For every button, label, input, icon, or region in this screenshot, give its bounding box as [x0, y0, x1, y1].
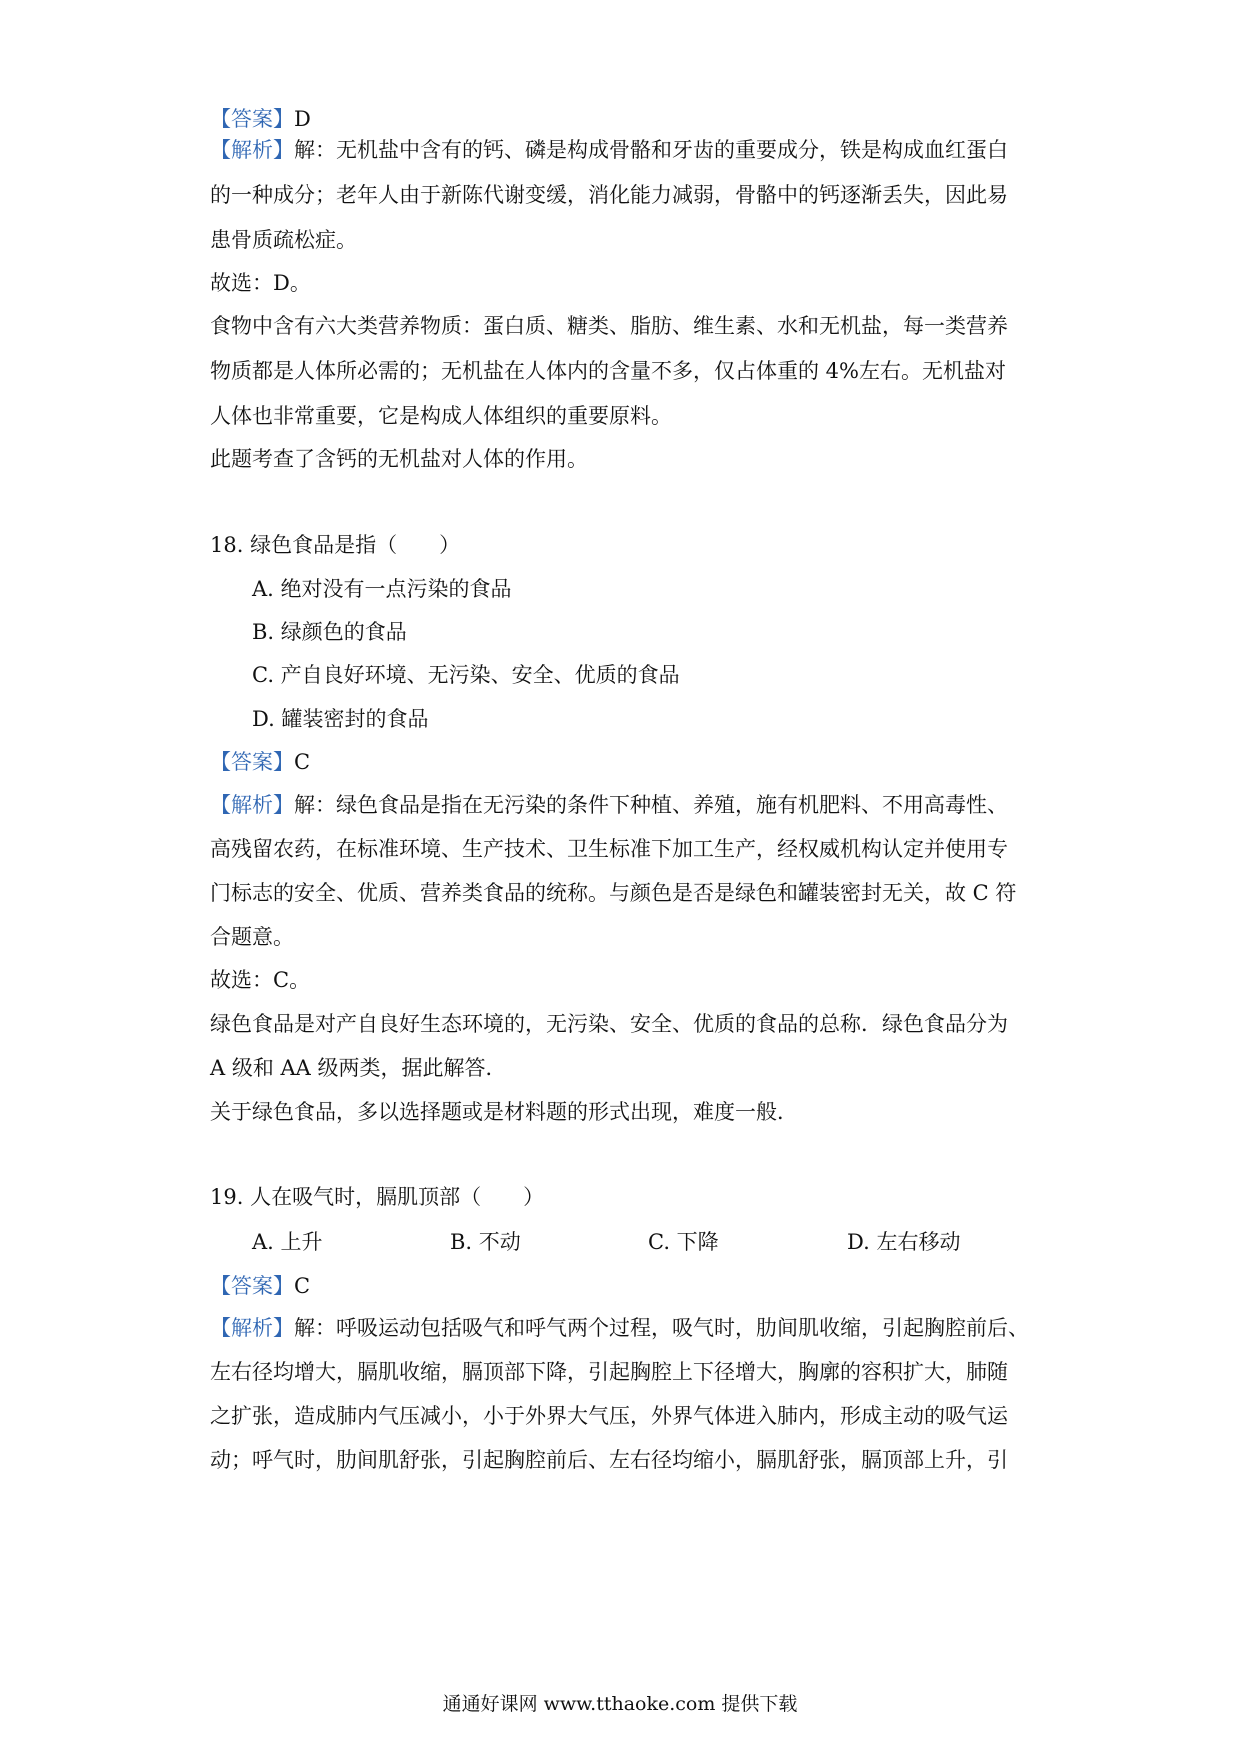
answer-tag: 【答案】 — [210, 1274, 294, 1298]
analysis-line: 高残留农药，在标准环境、生产技术、卫生标准下加工生产，经权威机构认定并使用专 — [210, 837, 1008, 861]
note-line: 物质都是人体所必需的；无机盐在人体内的含量不多，仅占体重的 4%左右。无机盐对 — [210, 359, 1006, 383]
analysis-tag: 【解析】 — [210, 1316, 294, 1340]
question-stem: 19. 人在吸气时，膈肌顶部（ ） — [210, 1185, 545, 1209]
choose-line: 故选：C。 — [210, 968, 311, 992]
note-line: A 级和 AA 级两类，据此解答． — [210, 1056, 507, 1080]
analysis-text: 解：呼吸运动包括吸气和呼气两个过程，吸气时，肋间肌收缩，引起胸腔前后、 — [294, 1316, 1029, 1340]
analysis-line — [210, 135, 1040, 165]
note-line: 关于绿色食品，多以选择题或是材料题的形式出现，难度一般． — [210, 1100, 798, 1124]
answer-value: C — [294, 750, 311, 774]
page-footer: 通通好课网 www.tthaoke.com 提供下载 — [442, 1693, 798, 1715]
answer-tag: 【答案】 — [210, 750, 294, 774]
answer-line — [210, 1271, 1040, 1301]
answer-value: D — [294, 107, 311, 131]
option-a: A. 绝对没有一点污染的食品 — [252, 577, 512, 601]
analysis-line: 患骨质疏松症。 — [210, 228, 357, 252]
analysis-line: 的一种成分；老年人由于新陈代谢变缓，消化能力减弱，骨骼中的钙逐渐丢失，因此易 — [210, 183, 1008, 207]
analysis-line: 合题意。 — [210, 925, 294, 949]
note-line: 此题考查了含钙的无机盐对人体的作用。 — [210, 447, 588, 471]
analysis-line: 动；呼气时，肋间肌舒张，引起胸腔前后、左右径均缩小，膈肌舒张，膈顶部上升，引 — [210, 1448, 1008, 1472]
analysis-line — [210, 1313, 1040, 1343]
choose-line: 故选：D。 — [210, 271, 311, 295]
note-line: 人体也非常重要，它是构成人体组织的重要原料。 — [210, 404, 672, 428]
answer-line — [210, 747, 1040, 777]
note-line: 绿色食品是对产自良好生态环境的，无污染、安全、优质的食品的总称．绿色食品分为 — [210, 1012, 1008, 1036]
answer-tag: 【答案】 — [210, 107, 294, 131]
option-a: A. 上升 — [252, 1230, 323, 1254]
note-line: 食物中含有六大类营养物质：蛋白质、糖类、脂肪、维生素、水和无机盐，每一类营养 — [210, 314, 1008, 338]
analysis-text: 解：无机盐中含有的钙、磷是构成骨骼和牙齿的重要成分，铁是构成血红蛋白 — [294, 138, 1008, 162]
analysis-line: 门标志的安全、优质、营养类食品的统称。与颜色是否是绿色和罐装密封无关，故 C 符 — [210, 881, 1017, 905]
option-c: C. 产自良好环境、无污染、安全、优质的食品 — [252, 663, 680, 687]
option-d: D. 罐装密封的食品 — [252, 707, 429, 731]
option-c: C. 下降 — [648, 1230, 719, 1254]
question-stem: 18. 绿色食品是指（ ） — [210, 533, 461, 557]
answer-value: C — [294, 1274, 311, 1298]
analysis-tag: 【解析】 — [210, 138, 294, 162]
answer-line — [210, 104, 1040, 134]
option-b: B. 绿颜色的食品 — [252, 620, 407, 644]
analysis-line: 之扩张，造成肺内气压减小，小于外界大气压，外界气体进入肺内，形成主动的吸气运 — [210, 1404, 1008, 1428]
option-b: B. 不动 — [450, 1230, 521, 1254]
analysis-text: 解：绿色食品是指在无污染的条件下种植、养殖，施有机肥料、不用高毒性、 — [294, 793, 1008, 817]
option-d: D. 左右移动 — [847, 1230, 961, 1254]
analysis-line: 左右径均增大，膈肌收缩，膈顶部下降，引起胸腔上下径增大，胸廓的容积扩大，肺随 — [210, 1360, 1008, 1384]
analysis-tag: 【解析】 — [210, 793, 294, 817]
analysis-line — [210, 790, 1040, 820]
